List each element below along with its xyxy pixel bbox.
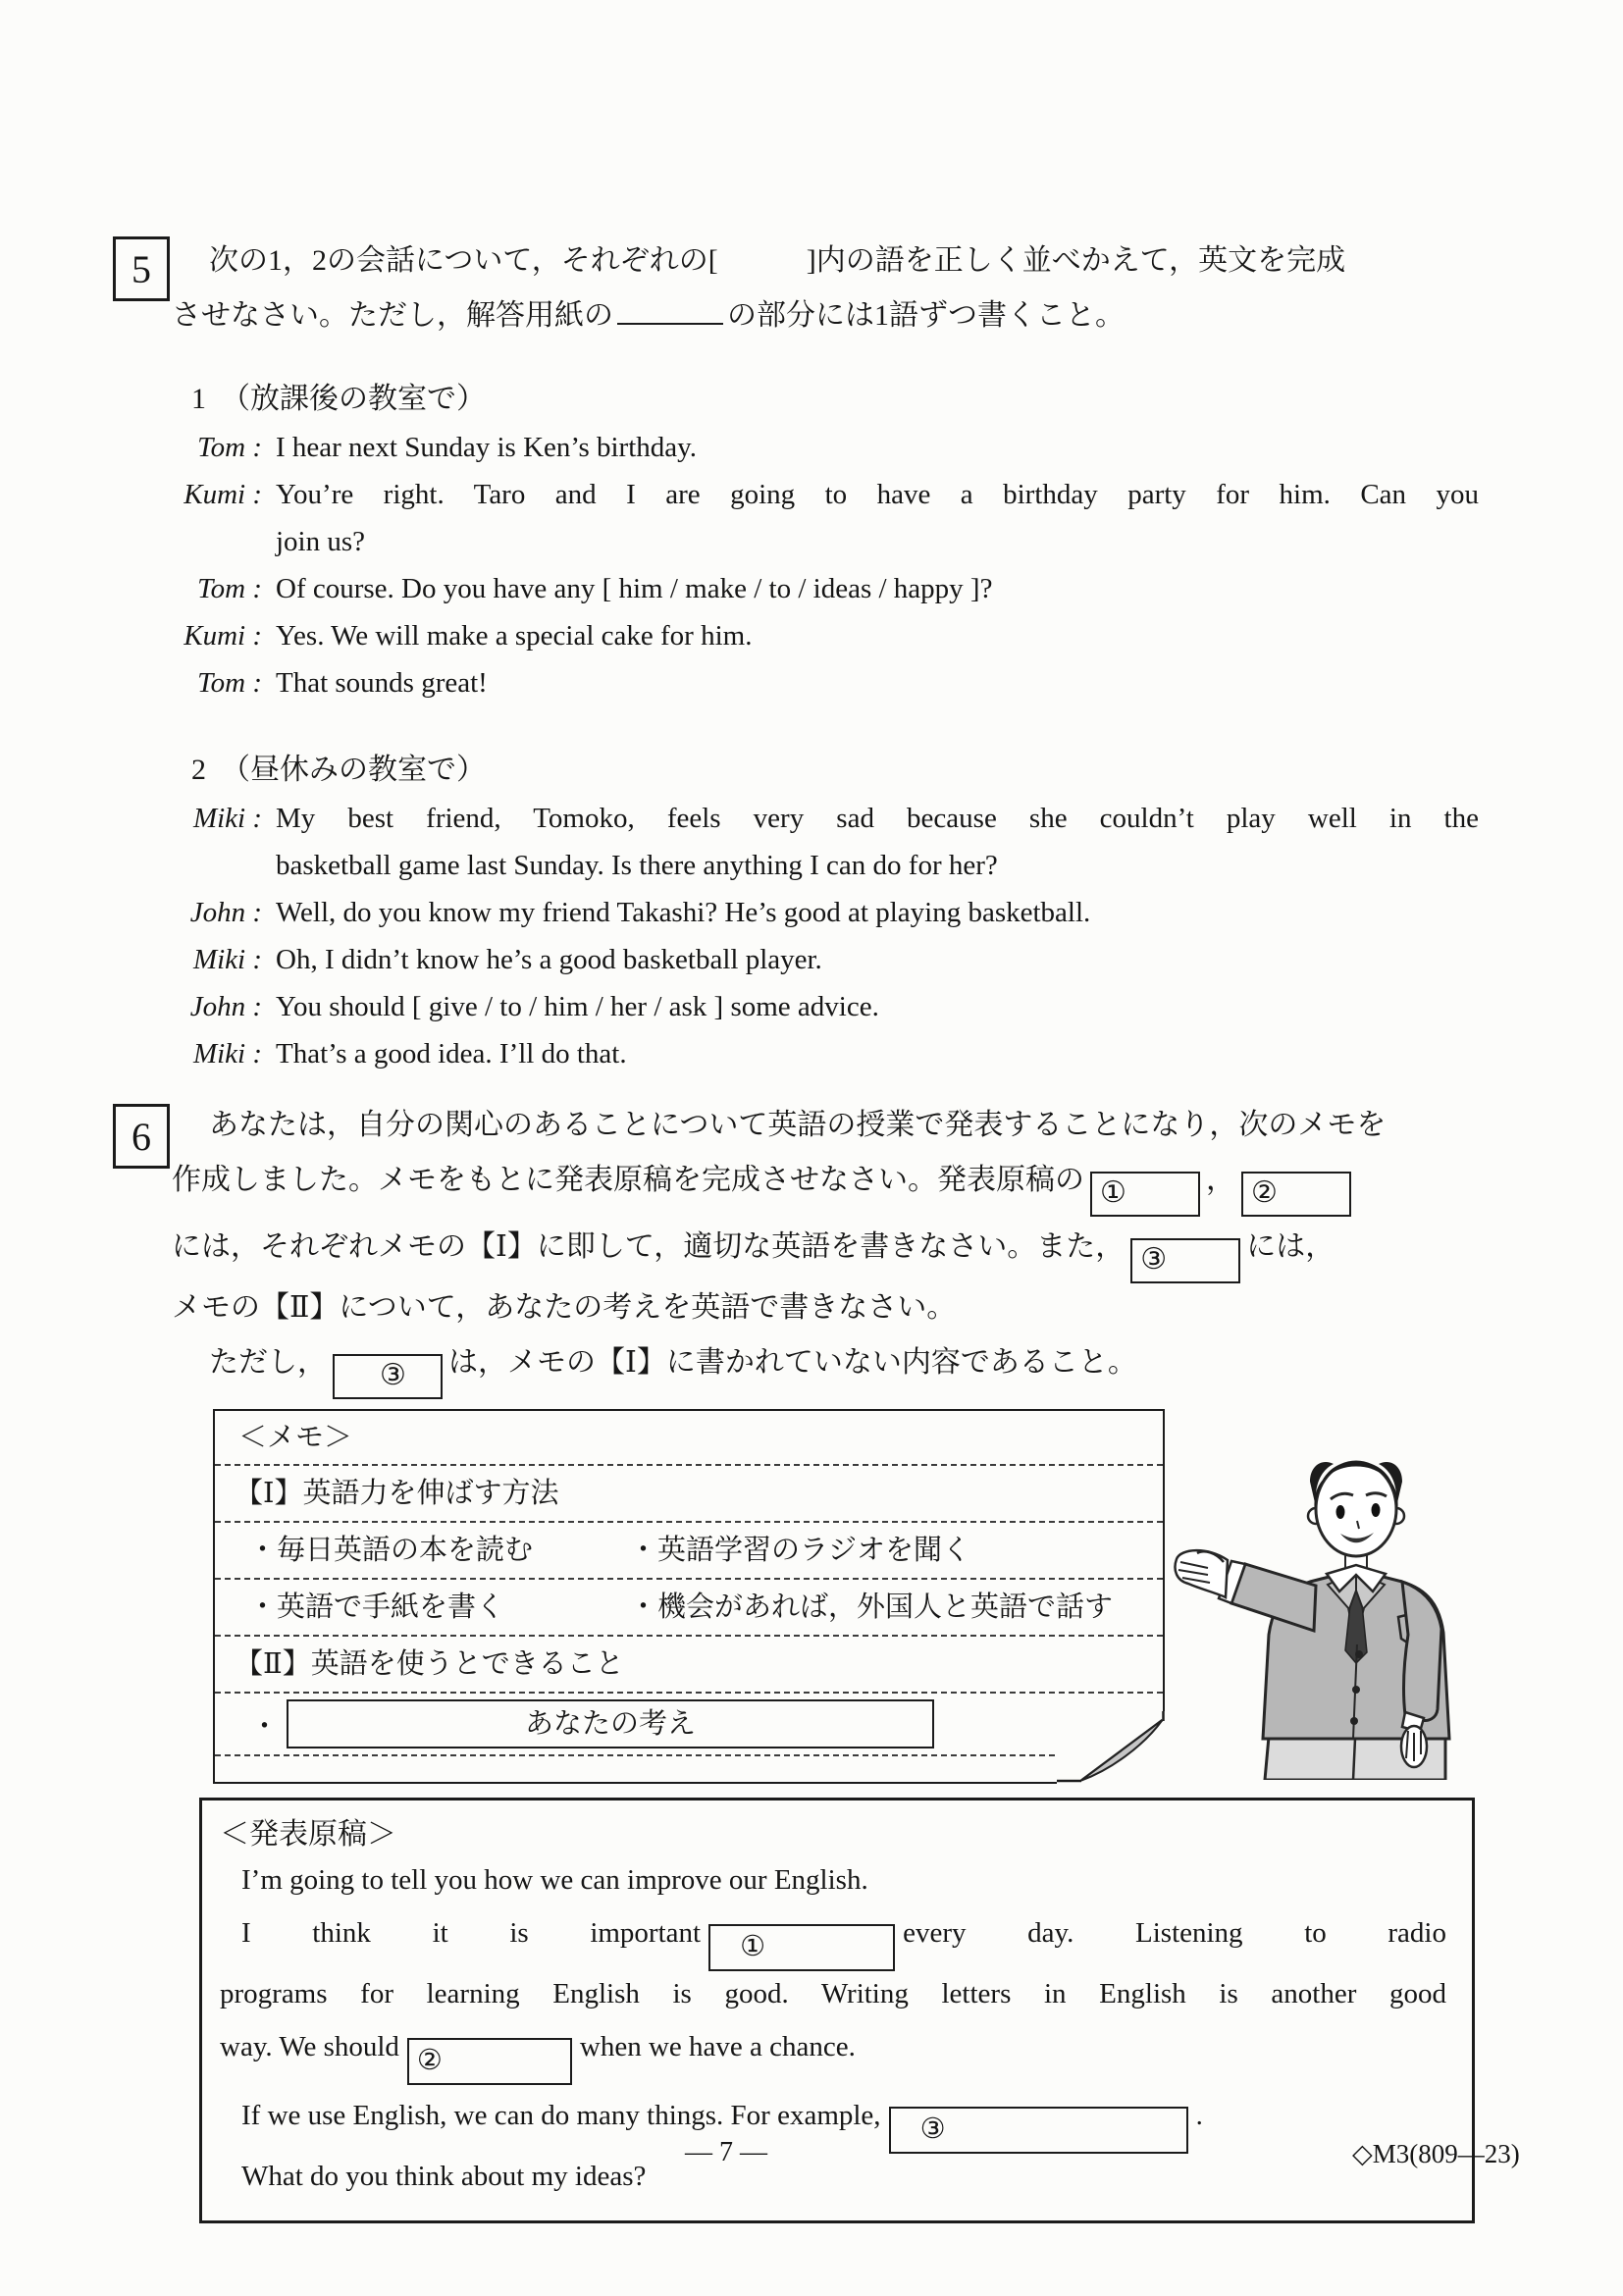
dialogue-row bbox=[113, 612, 1479, 659]
memo-bullets-row2 bbox=[215, 1580, 1163, 1637]
blank-box-3 bbox=[1130, 1238, 1240, 1283]
script-line3: programs for learning English is good. Writing letters in English is another good bbox=[220, 1978, 1446, 2009]
document-code: ◇M3(809—23) bbox=[1352, 2139, 1520, 2168]
speaker-label: Tom : bbox=[197, 432, 262, 463]
circled-1: ① bbox=[740, 1931, 766, 1962]
page-content bbox=[113, 0, 1479, 2223]
memo-title: ＜メモ＞ bbox=[215, 1411, 1163, 1466]
memo-bullet: ・機会があれば，外国人と英語で話す bbox=[629, 1592, 1114, 1623]
circled-1: ① bbox=[1100, 1176, 1126, 1209]
dialogue-text: Of course. Do you have any [ him / make / to / ideas / happy ]? bbox=[276, 573, 993, 604]
dialogue-text: Well, do you know my friend Takashi? He’s good at playing basketball. bbox=[276, 897, 1091, 928]
page-number: — 7 — bbox=[685, 2137, 767, 2167]
dialogue-row bbox=[113, 936, 1479, 983]
speaker-label: Miki : bbox=[192, 803, 262, 834]
q6-instruction-line4: メモの【Ⅱ】について，あなたの考えを英語で書きなさい。 bbox=[172, 1291, 957, 1324]
script-line6: What do you think about my ideas? bbox=[241, 2161, 647, 2192]
question-6-number-box bbox=[113, 1104, 170, 1169]
dialogue-1-heading: 1 （放課後の教室で） bbox=[191, 383, 486, 415]
answer-box-1 bbox=[708, 1924, 895, 1971]
memo-section2-heading: 【Ⅱ】英語を使うとできること bbox=[215, 1637, 1163, 1694]
memo-bottom-space bbox=[215, 1756, 1163, 1782]
q6-instruction-line5: ただし， ③ は，メモの【Ⅰ】に書かれていない内容であること。 bbox=[172, 1332, 1479, 1399]
script-line1: I’m going to tell you how we can improve our English. bbox=[241, 1864, 868, 1896]
circled-3: ③ bbox=[1140, 1243, 1168, 1276]
dialogue-text: That’s a good idea. I’ll do that. bbox=[276, 1038, 627, 1070]
circled-3: ③ bbox=[380, 1359, 406, 1391]
dialogue-text: basketball game last Sunday. Is there anything I can do for her? bbox=[276, 850, 998, 881]
dialogue-row bbox=[113, 795, 1479, 889]
blank-box-3 bbox=[333, 1354, 443, 1399]
answer-blank-underline bbox=[617, 293, 723, 325]
dialogue-row bbox=[113, 983, 1479, 1030]
dialogue-text: That sounds great! bbox=[276, 667, 488, 699]
question-5-number: 5 bbox=[131, 246, 151, 291]
question-5-section bbox=[113, 234, 1479, 343]
dialogue-text: You should [ give / to / him / her / ask ] some advice. bbox=[276, 991, 879, 1022]
question-5-number-box bbox=[113, 236, 170, 301]
question-6-instruction bbox=[172, 1101, 1479, 1399]
speaker-label: John : bbox=[189, 991, 262, 1022]
script-line2: I think it is important ① every day. Listening to radio bbox=[220, 1903, 1446, 1971]
speaker-label: Miki : bbox=[192, 1038, 262, 1070]
question-6-number: 6 bbox=[131, 1114, 151, 1159]
memo-area bbox=[213, 1409, 1165, 1784]
blank-box-2 bbox=[1241, 1172, 1351, 1217]
q6-instruction-line2: 作成しました。メモをもとに発表原稿を完成させなさい。発表原稿の ① ， ② bbox=[172, 1150, 1479, 1217]
speaker-label: Kumi : bbox=[183, 479, 262, 510]
dialogue-text: join us? bbox=[276, 526, 366, 557]
dialogue-1 bbox=[113, 375, 1479, 706]
memo-idea-row bbox=[215, 1694, 1163, 1756]
dialogue-row bbox=[113, 565, 1479, 612]
dialogue-text: I hear next Sunday is Ken’s birthday. bbox=[276, 432, 697, 463]
script-title: ＜発表原稿＞ bbox=[220, 1818, 396, 1851]
q5-instruction-line1: 次の1，2の会話について，それぞれの[ ]内の語を正しく並べかえて，英文を完成 bbox=[209, 244, 1346, 277]
q6-instruction-line1: あなたは，自分の関心のあることについて英語の授業で発表することになり，次のメモを bbox=[209, 1109, 1387, 1141]
dialogue-2-heading: 2 （昼休みの教室で） bbox=[191, 754, 486, 786]
memo-bullet: ・ bbox=[250, 1710, 280, 1743]
speaker-label: Kumi : bbox=[183, 620, 262, 652]
dialogue-text: You’re right. Taro and I are going to have a birthday party for him. Can you bbox=[276, 479, 1479, 510]
dialogue-row bbox=[113, 1030, 1479, 1077]
memo-bullets-row1 bbox=[215, 1523, 1163, 1580]
dialogue-text: My best friend, Tomoko, feels very sad because she couldn’t play well in the bbox=[276, 803, 1479, 834]
question-6-section bbox=[113, 1101, 1479, 1399]
dialogue-row bbox=[113, 424, 1479, 471]
speaker-label: Tom : bbox=[197, 573, 262, 604]
script-line5: If we use English, we can do many things. For example, ③ . bbox=[220, 2085, 1446, 2154]
dialogue-row bbox=[113, 889, 1479, 936]
speaker-label: John : bbox=[189, 897, 262, 928]
circled-3: ③ bbox=[919, 2113, 946, 2145]
blank-box-1 bbox=[1090, 1172, 1200, 1217]
memo-box bbox=[213, 1409, 1165, 1784]
your-idea-box: あなたの考え bbox=[287, 1699, 934, 1748]
circled-2: ② bbox=[416, 2045, 443, 2076]
q5-instruction-line2: させなさい。ただし，解答用紙の の部分には1語ずつ書くこと。 bbox=[172, 288, 1479, 343]
speaker-label: Miki : bbox=[192, 944, 262, 975]
memo-bullet: ・英語学習のラジオを聞く bbox=[629, 1535, 971, 1566]
speaker-label: Tom : bbox=[197, 667, 262, 699]
dialogue-text: Oh, I didn’t know he’s a good basketball player. bbox=[276, 944, 822, 975]
dialogue-row bbox=[113, 659, 1479, 706]
dialogue-row bbox=[113, 471, 1479, 565]
memo-bullet: ・英語で手紙を書く bbox=[248, 1592, 505, 1623]
dialogue-text: Yes. We will make a special cake for him. bbox=[276, 620, 753, 652]
memo-section1-heading: 【Ⅰ】英語力を伸ばす方法 bbox=[215, 1466, 1163, 1523]
presenter-illustration bbox=[1167, 1415, 1461, 1780]
memo-bullet: ・毎日英語の本を読む bbox=[248, 1535, 534, 1566]
answer-box-2 bbox=[407, 2038, 572, 2085]
dialogue-2 bbox=[113, 746, 1479, 1077]
script-line4: way. We should ② when we have a chance. bbox=[220, 2016, 1446, 2085]
circled-2: ② bbox=[1251, 1176, 1278, 1209]
q6-instruction-line3: には，それぞれメモの【Ⅰ】に即して，適切な英語を書きなさい。また， ③ には， bbox=[172, 1217, 1479, 1283]
folded-corner-decoration bbox=[1057, 1711, 1165, 1784]
question-5-instruction bbox=[172, 234, 1479, 343]
